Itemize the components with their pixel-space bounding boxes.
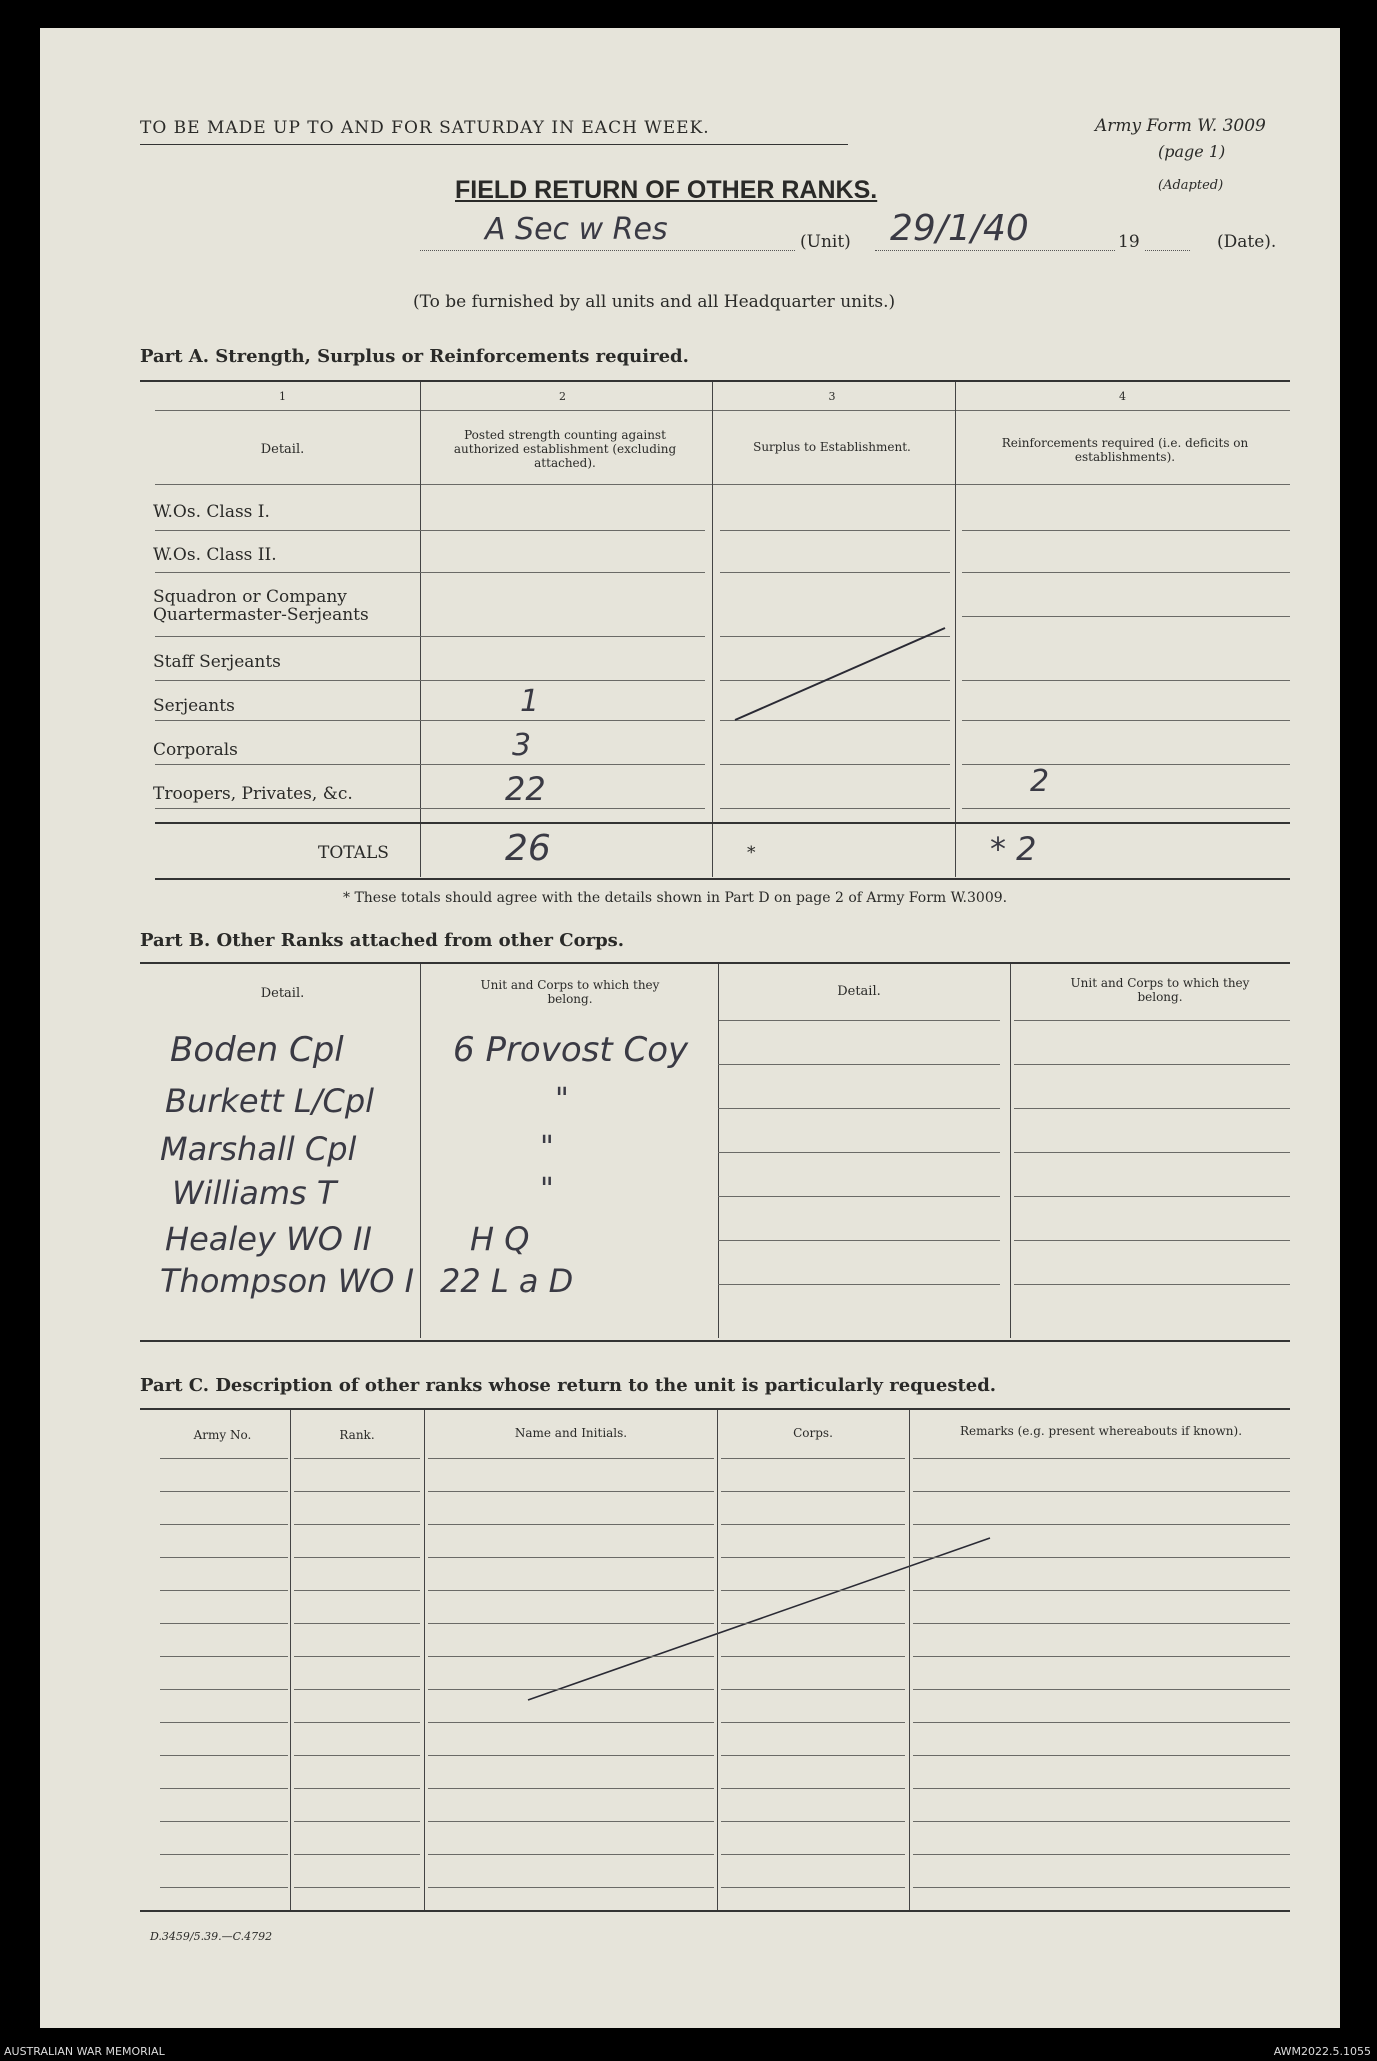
- part-b-header-detail-2: Detail.: [837, 984, 881, 999]
- part-c-top-rule: [140, 1408, 1290, 1410]
- row-rule: [721, 1689, 905, 1690]
- row-rule: [428, 1491, 714, 1492]
- part-b-vline-3: [1010, 964, 1011, 1338]
- row-rule: [721, 1854, 905, 1855]
- row-rule: [962, 572, 1290, 573]
- date-dotted-line: [875, 250, 1115, 251]
- attached-unit-1: 6 Provost Coy: [453, 1030, 689, 1070]
- adapted-note: (Adapted): [1158, 178, 1224, 193]
- attached-detail-5: Healey WO II: [165, 1220, 372, 1258]
- row-rule: [294, 1491, 420, 1492]
- totals-note: * These totals should agree with the details shown in Part D on page 2 of Army Form W.3009.: [343, 890, 1008, 906]
- row-rule: [721, 1590, 905, 1591]
- row-rule: [913, 1623, 1290, 1624]
- row-rule: [428, 1656, 714, 1657]
- row-rule: [721, 1656, 905, 1657]
- row-rule: [718, 1284, 1000, 1285]
- weekly-instruction: TO BE MADE UP TO AND FOR SATURDAY IN EACH WEEK.: [140, 118, 710, 138]
- attached-detail-3: Marshall Cpl: [160, 1130, 357, 1168]
- totals-top-rule: [155, 822, 1290, 824]
- year-prefix: 19: [1118, 232, 1140, 252]
- archive-credit: AUSTRALIAN WAR MEMORIAL: [4, 2045, 165, 2058]
- row-rule: [962, 616, 1290, 617]
- row-rule: [428, 1821, 714, 1822]
- part-b-top-rule: [140, 962, 1290, 964]
- row-rule: [428, 1557, 714, 1558]
- page-number: (page 1): [1158, 142, 1226, 161]
- col-number-2: 2: [559, 390, 566, 403]
- row-rule: [160, 1689, 288, 1690]
- row-rule: [294, 1458, 420, 1459]
- row-rule: [428, 1755, 714, 1756]
- row-wo-class-1: W.Os. Class I.: [153, 502, 270, 522]
- posted-troopers: 22: [505, 770, 546, 808]
- row-rule: [160, 1788, 288, 1789]
- instruction-underline: [140, 144, 848, 145]
- form-number: Army Form W. 3009: [1095, 116, 1266, 136]
- part-a-title: Part A. Strength, Surplus or Reinforcements required.: [140, 346, 689, 367]
- posted-corporals: 3: [512, 728, 532, 763]
- archive-accession: AWM2022.5.1055: [1273, 2045, 1371, 2058]
- part-c-header-rank: Rank.: [339, 1428, 375, 1442]
- row-rule: [428, 1590, 714, 1591]
- row-rule: [721, 1722, 905, 1723]
- col-number-3: 3: [828, 390, 836, 403]
- year-dotted-line: [1145, 250, 1190, 251]
- form-title: FIELD RETURN OF OTHER RANKS.: [455, 176, 878, 204]
- row-rule: [428, 1458, 714, 1459]
- row-rule: [160, 1755, 288, 1756]
- row-rule: [155, 808, 705, 809]
- row-rule: [160, 1524, 288, 1525]
- attached-detail-1: Boden Cpl: [170, 1030, 344, 1070]
- row-rule: [721, 1557, 905, 1558]
- row-rule: [160, 1491, 288, 1492]
- row-rule: [294, 1887, 420, 1888]
- row-rule: [913, 1656, 1290, 1657]
- row-rule: [718, 1108, 1000, 1109]
- col-number-rule: [155, 410, 1290, 411]
- row-rule: [294, 1656, 420, 1657]
- row-rule: [160, 1722, 288, 1723]
- row-rule: [913, 1689, 1290, 1690]
- unit-dotted-line: [420, 250, 795, 251]
- row-rule: [718, 1196, 1000, 1197]
- row-rule: [160, 1590, 288, 1591]
- col-number-4: 4: [1119, 390, 1126, 403]
- row-rule: [913, 1788, 1290, 1789]
- header-detail: Detail.: [260, 442, 305, 457]
- row-rule: [428, 1854, 714, 1855]
- part-b-vline-1: [420, 964, 421, 1338]
- attached-detail-2: Burkett L/Cpl: [165, 1082, 375, 1120]
- totals-label: TOTALS: [318, 843, 389, 863]
- posted-serjeants: 1: [520, 684, 540, 719]
- row-rule: [720, 680, 950, 681]
- row-rule: [718, 1064, 1000, 1065]
- row-rule: [294, 1821, 420, 1822]
- row-staff-serjeants: Staff Serjeants: [153, 652, 281, 672]
- row-rule: [913, 1821, 1290, 1822]
- part-b-bottom-rule: [140, 1340, 1290, 1342]
- row-rule: [160, 1854, 288, 1855]
- row-rule: [428, 1623, 714, 1624]
- part-a-vline-3: [955, 382, 956, 877]
- part-a-header-rule: [155, 484, 1290, 485]
- row-rule: [1014, 1064, 1290, 1065]
- row-rule: [155, 530, 705, 531]
- row-rule: [720, 808, 950, 809]
- row-rule: [155, 764, 705, 765]
- row-rule: [294, 1524, 420, 1525]
- row-rule: [428, 1524, 714, 1525]
- header-surplus: Surplus to Establishment.: [753, 440, 911, 454]
- row-rule: [913, 1458, 1290, 1459]
- row-rule: [160, 1821, 288, 1822]
- unit-label: (Unit): [800, 232, 851, 252]
- part-a-top-rule: [140, 380, 1290, 382]
- row-rule: [155, 572, 705, 573]
- header-reinforcements: Reinforcements required (i.e. deficits on establishments).: [1001, 436, 1249, 464]
- part-b-header-detail: Detail.: [260, 986, 305, 1001]
- attached-unit-2: ": [555, 1082, 569, 1117]
- row-rule: [913, 1524, 1290, 1525]
- row-rule: [913, 1557, 1290, 1558]
- header-posted-strength: Posted strength counting against authorized establishment (excluding attached).: [453, 428, 677, 470]
- row-cqms: Squadron or Company Quartermaster-Serjeants: [153, 587, 369, 625]
- row-rule: [721, 1755, 905, 1756]
- row-rule: [160, 1623, 288, 1624]
- row-rule: [720, 572, 950, 573]
- row-rule: [294, 1689, 420, 1690]
- print-code: D.3459/5.39.—C.4792: [150, 1930, 273, 1943]
- row-rule: [294, 1755, 420, 1756]
- row-rule: [294, 1590, 420, 1591]
- col-number-1: 1: [279, 390, 286, 403]
- totals-bottom-rule: [155, 878, 1290, 880]
- part-c-vline-2: [424, 1410, 425, 1910]
- row-rule: [962, 808, 1290, 809]
- row-corporals: Corporals: [153, 740, 238, 760]
- row-rule: [721, 1491, 905, 1492]
- part-c-vline-4: [909, 1410, 910, 1910]
- row-rule: [428, 1722, 714, 1723]
- row-rule: [428, 1689, 714, 1690]
- row-rule: [721, 1524, 905, 1525]
- row-rule: [428, 1788, 714, 1789]
- part-a-vline-1: [420, 382, 421, 877]
- row-rule: [1014, 1152, 1290, 1153]
- attached-unit-4: ": [540, 1172, 554, 1207]
- row-rule: [1014, 1196, 1290, 1197]
- row-rule: [160, 1557, 288, 1558]
- row-rule: [1014, 1108, 1290, 1109]
- row-rule: [428, 1887, 714, 1888]
- part-c-vline-3: [717, 1410, 718, 1910]
- row-rule: [720, 764, 950, 765]
- part-a-vline-2: [712, 382, 713, 877]
- row-rule: [155, 720, 705, 721]
- unit-handwritten: A Sec w Res: [485, 212, 668, 247]
- part-b-title: Part B. Other Ranks attached from other Corps.: [140, 930, 625, 951]
- part-b-header-unit-2: Unit and Corps to which they belong.: [1070, 976, 1250, 1004]
- row-rule: [294, 1623, 420, 1624]
- row-rule: [294, 1722, 420, 1723]
- row-rule: [721, 1788, 905, 1789]
- part-c-header-remarks: Remarks (e.g. present whereabouts if known).: [959, 1424, 1243, 1438]
- attached-unit-5: H Q: [470, 1220, 530, 1258]
- row-rule: [721, 1821, 905, 1822]
- totals-surplus: *: [747, 843, 756, 863]
- row-serjeants: Serjeants: [153, 696, 235, 716]
- row-rule: [718, 1152, 1000, 1153]
- attached-detail-4: Williams T: [172, 1174, 337, 1212]
- row-rule: [160, 1887, 288, 1888]
- date-label: (Date).: [1217, 232, 1277, 252]
- row-wo-class-2: W.Os. Class II.: [153, 545, 277, 565]
- row-rule: [962, 680, 1290, 681]
- row-rule: [294, 1788, 420, 1789]
- part-b-vline-2: [718, 964, 719, 1338]
- part-b-header-rule: [718, 1020, 1000, 1021]
- attached-unit-6: 22 L a D: [440, 1262, 574, 1300]
- row-rule: [1014, 1240, 1290, 1241]
- form-sheet: [40, 28, 1340, 2028]
- part-b-header-unit: Unit and Corps to which they belong.: [480, 978, 660, 1006]
- row-rule: [913, 1755, 1290, 1756]
- totals-reinf: * 2: [990, 830, 1037, 868]
- row-rule: [718, 1240, 1000, 1241]
- attached-unit-3: ": [540, 1130, 554, 1165]
- row-rule: [720, 720, 950, 721]
- row-rule: [913, 1722, 1290, 1723]
- row-rule: [721, 1623, 905, 1624]
- part-c-vline-1: [290, 1410, 291, 1910]
- row-rule: [913, 1887, 1290, 1888]
- part-b-header-rule: [1014, 1020, 1290, 1021]
- row-rule: [962, 720, 1290, 721]
- row-rule: [294, 1854, 420, 1855]
- part-c-header-corps: Corps.: [793, 1426, 833, 1440]
- row-rule: [913, 1491, 1290, 1492]
- part-c-title: Part C. Description of other ranks whose return to the unit is particularly requested.: [140, 1375, 997, 1396]
- row-troopers: Troopers, Privates, &c.: [153, 784, 353, 804]
- part-c-header-name: Name and Initials.: [514, 1426, 628, 1440]
- archive-footer-bar: [0, 2040, 1377, 2061]
- attached-detail-6: Thompson WO I: [160, 1262, 415, 1300]
- reinf-troopers: 2: [1030, 764, 1050, 799]
- furnished-note: (To be furnished by all units and all Headquarter units.): [413, 292, 896, 312]
- row-rule: [721, 1458, 905, 1459]
- date-handwritten: 29/1/40: [890, 208, 1029, 249]
- row-rule: [721, 1887, 905, 1888]
- row-rule: [913, 1590, 1290, 1591]
- row-rule: [160, 1458, 288, 1459]
- row-rule: [962, 530, 1290, 531]
- row-rule: [962, 764, 1290, 765]
- part-c-header-army-no: Army No.: [193, 1428, 252, 1442]
- row-rule: [1014, 1284, 1290, 1285]
- row-rule: [913, 1854, 1290, 1855]
- row-rule: [720, 636, 950, 637]
- part-c-bottom-rule: [140, 1910, 1290, 1912]
- row-rule: [155, 636, 705, 637]
- row-rule: [155, 680, 705, 681]
- row-rule: [294, 1557, 420, 1558]
- totals-posted: 26: [505, 828, 551, 869]
- row-rule: [160, 1656, 288, 1657]
- row-rule: [720, 530, 950, 531]
